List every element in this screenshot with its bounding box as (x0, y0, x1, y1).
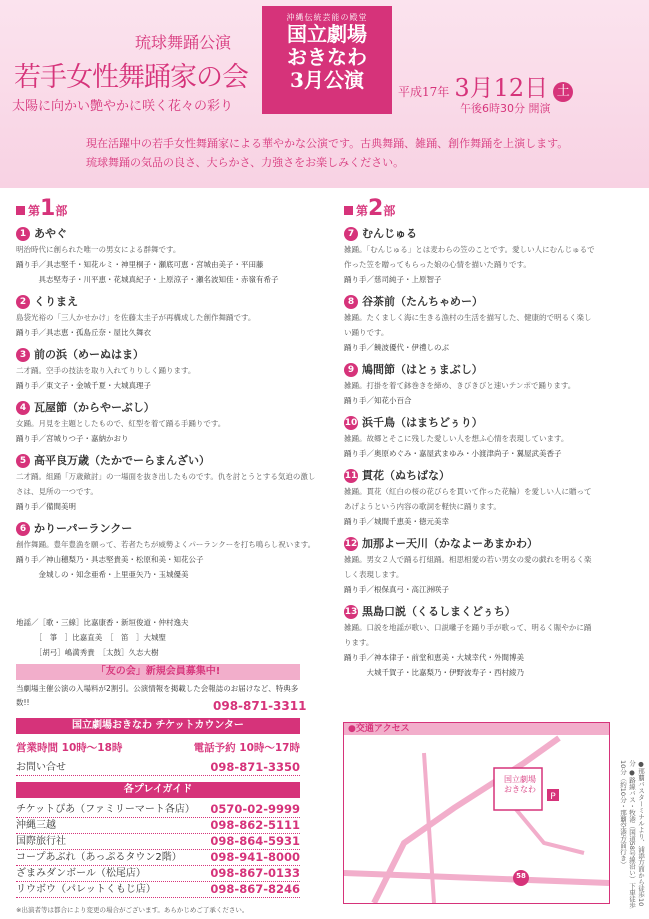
program-item (16, 225, 316, 287)
program-number-badge: 5 (16, 454, 30, 468)
program-item-title (344, 603, 644, 620)
playguide-phone: 098-941-8000 (210, 850, 300, 864)
program-item (344, 414, 644, 461)
program-number-badge: 7 (344, 227, 358, 241)
inquiry-phone: 098-871-3350 (210, 760, 300, 774)
part-1-suffix: 部 (55, 204, 68, 218)
program-item-title (344, 293, 644, 310)
date-era: 平成17年 (398, 85, 450, 99)
venue-line-1: 国立劇場 (287, 22, 367, 46)
playguide-name: 沖縄三越 (16, 820, 56, 831)
playguide-name: リウボウ（パレットくもじ店） (16, 884, 156, 895)
recruit-phone: 098-871-3311 (213, 699, 307, 713)
program-item (16, 520, 316, 582)
playguide-phone: 0570-02-9999 (210, 802, 300, 816)
playguide-title: 各プレイガイド (16, 782, 300, 798)
program-item (344, 361, 644, 408)
program-dancers: 踊り手／具志堅千・知花ルミ・神里桐子・瀬底可恵・宮城由美子・平田藤 具志堅寿子・川平恵・花城真紀子・上原涼子・瀬名波知佳・赤嶺有希子 (16, 260, 279, 284)
playguide-row (16, 850, 300, 866)
program-title-text: 谷茶前（たんちゃめー） (362, 295, 483, 308)
part-2-heading (344, 196, 395, 221)
route-58-label: 58 (516, 872, 526, 880)
program-item-title (16, 346, 316, 363)
ticket-reserve-hours: 電話予約 10時〜17時 (193, 742, 300, 754)
playguide-name: チケットぴあ（ファミリーマート各店） (16, 804, 195, 815)
program-dancers: 踊り手／慈司純子・上原智子 (344, 275, 442, 284)
program-item-title (344, 225, 644, 242)
disclaimer-note: ※出演者等は都合により変更の場合がございます。あらかじめご了承ください。 (16, 906, 249, 914)
part-1-heading (16, 196, 67, 221)
playguide-name: コープあぶれ（あっぷるタウン2階） (16, 852, 182, 863)
playguide-row (16, 818, 300, 834)
program-description: 二才踊。空手の技法を取り入れてりりしく踊ります。 (16, 366, 196, 375)
program-title-text: あやぐ (34, 227, 67, 240)
inquiry-label: お問い合せ (16, 762, 66, 773)
program-item (16, 452, 316, 514)
event-title: 若手女性舞踊家の会 (14, 62, 248, 93)
program-dancers: 踊り手／根保真弓・高江洲咲子 (344, 585, 449, 594)
header-banner (0, 0, 649, 188)
bullet-square-icon (16, 206, 25, 215)
program-dancers: 踊り手／知花小百合 (344, 396, 412, 405)
program-description: 雑踊。貫花（紅白の桜の花びらを貫いて作った花輪）を愛しい人に贈って あげようという内容の歌詞を軽快に踊ります。 (344, 487, 592, 511)
program-dancers: 踊り手／饒波優代・伊禮しのぶ (344, 343, 449, 352)
program-title-text: 鳩間節（はとぅまぶし） (362, 363, 483, 376)
program-item (16, 346, 316, 393)
program-dancers: 踊り手／城間千恵美・徳元美幸 (344, 517, 449, 526)
program-title-text: 加那よー天川（かなよーあまかわ） (362, 537, 538, 550)
recruit-title: 「友の会」新規会員募集中! (16, 664, 300, 680)
program-title-text: かりーパーランクー (34, 522, 133, 535)
playguide-name: 国際旅行社 (16, 836, 66, 847)
program-dancers: 踊り手／奥原めぐみ・嘉屋武まゆみ・小渡津尚子・翼屋武美香子 (344, 449, 562, 458)
program-description: 雑踊。打掛を着て鉢巻きを締め、きびきびと速いテンポで踊ります。 (344, 381, 576, 390)
event-subtitle: 太陽に向かい艶やかに咲く花々の彩り (12, 99, 234, 114)
program-item (344, 225, 644, 287)
program-title-text: 貫花（ぬちばな） (362, 469, 450, 482)
program-description: 雑踊。口説を地謡が歌い、口説囃子を踊り手が歌って、明るく賑やかに踊 ります。 (344, 623, 592, 647)
playguide-name: ざまみダンボール（松尾店） (16, 868, 146, 879)
program-title-text: 前の浜（めーぬはま） (34, 348, 144, 361)
date-day: 12日 (493, 74, 549, 102)
program-dancers: 踊り手／東文子・金城千夏・大城真理子 (16, 381, 151, 390)
program-number-badge: 11 (344, 471, 358, 481)
program-number-badge: 2 (16, 295, 30, 309)
program-item-title (344, 467, 644, 484)
part-1-number: 1 (40, 196, 56, 221)
program-item-title (344, 361, 644, 378)
program-dancers: 踊り手／宮城りつ子・嘉納かおり (16, 434, 129, 443)
venue-badge (262, 6, 392, 114)
program-title-text: 黒島口説（くるしまくどぅち） (362, 605, 516, 618)
start-time: 午後6時30分 開演 (460, 102, 551, 115)
playguide-row (16, 882, 300, 898)
program-item-title (16, 293, 316, 310)
program-description: 女踊。月見を主題としたもので、紅型を着て踊る手踊りです。 (16, 419, 226, 428)
program-number-badge: 4 (16, 401, 30, 415)
program-item-title (344, 535, 644, 552)
part-1-label: 第 (28, 204, 41, 218)
program-item (344, 535, 644, 597)
ticket-hours: 営業時間 10時〜18時 (16, 742, 123, 754)
part-2-suffix: 部 (383, 204, 396, 218)
program-title-text: くりまえ (34, 295, 78, 308)
playguide-phone: 098-867-8246 (210, 882, 300, 896)
ticket-hours-row (16, 740, 300, 755)
program-item-title (16, 520, 316, 537)
playguide-row (16, 866, 300, 882)
program-item-title (344, 414, 644, 431)
venue-tagline: 沖縄伝統芸能の殿堂 (286, 13, 368, 22)
program-number-badge: 10 (344, 418, 358, 428)
program-title-text: 浜千鳥（はまちどぅり） (362, 416, 483, 429)
svg-text:P: P (550, 792, 556, 802)
program-number-badge: 6 (16, 522, 30, 536)
playguide-phone: 098-867-0133 (210, 866, 300, 880)
program-item-title (16, 399, 316, 416)
intro-line-2: 琉球舞踊の気品の良さ、大らかさ、力強さをお楽しみください。 (86, 156, 405, 169)
program-item (344, 293, 644, 355)
program-description: 雑踊。たくましく海に生きる漁村の生活を描写した、健康的で明るく楽し い踊りです。 (344, 313, 592, 337)
map-drawing (344, 723, 609, 903)
date-month: 3月 (454, 74, 494, 102)
program-part-1 (16, 225, 316, 588)
venue-line-3: 3月公演 (290, 68, 364, 92)
program-number-badge: 8 (344, 295, 358, 309)
intro-line-1: 現在活躍中の若手女性舞踊家による華やかな公演です。古典舞踊、雑踊、創作舞踊を上演します。 (86, 137, 569, 150)
program-description: 明治時代に創られた唯一の男女による群舞です。 (16, 245, 181, 254)
playguide-row (16, 802, 300, 818)
program-dancers: 踊り手／神山穂梨乃・具志堅貴美・松原和美・知花公子 金城しの・知念亜希・上里亜矢乃・玉城優美 (16, 555, 204, 579)
program-item-title (16, 452, 316, 469)
access-map (343, 722, 610, 904)
recruit-text: 当劇場主催公演の入場料が2割引。公演情報を掲載した会報誌のお届けなど、特典多数!! (16, 684, 299, 707)
program-dancers: 踊り手／備間美明 (16, 502, 76, 511)
theater-label: 国立劇場 おきなわ (504, 775, 536, 794)
program-description: 雑踊。故郷とそこに残した愛しい人を想ふ心情を表現しています。 (344, 434, 569, 443)
program-number-badge: 9 (344, 363, 358, 377)
program-description: 創作舞踊。豊年豊漁を願って、若者たちが威勢よくパーランクーを打ち鳴らし祝います。 (16, 540, 316, 549)
program-part-2 (344, 225, 644, 686)
part-2-number: 2 (368, 196, 384, 221)
part-2-label: 第 (356, 204, 369, 218)
program-description: 雑踊。「むんじゅる」とは麦わらの笠のことです。愛しい人にむんじゅるで 作った笠を贈ってもらった娘の心情を描いた踊りです。 (344, 245, 595, 269)
ticket-counter-title: 国立劇場おきなわ チケットカウンター (16, 718, 300, 734)
program-title-text: 高平良万歳（たかでーらまんざい） (34, 454, 210, 467)
program-item (16, 293, 316, 340)
playguide-phone: 098-864-5931 (210, 834, 300, 848)
program-number-badge: 13 (344, 607, 358, 617)
program-title-text: 瓦屋節（からやーぶし） (34, 401, 155, 414)
program-item (344, 603, 644, 680)
program-number-badge: 12 (344, 539, 358, 549)
program-number-badge: 3 (16, 348, 30, 362)
playguide-phone: 098-862-5111 (210, 818, 300, 832)
map-title: ●交通アクセス (344, 723, 609, 735)
venue-line-2: おきなわ (287, 45, 367, 69)
program-description: 二才踊。組踊「万歳敵討」の一場面を抜き出したものです。仇を討とうとする気迫の激しさは、見所の一つです。 (16, 472, 316, 496)
program-dancers: 踊り手／神本律子・前堂和恵美・大城幸代・外間博美 大城千賀子・比嘉梨乃・伊野波寿子・西村綾乃 (344, 653, 524, 677)
program-description: 雑踊。男女２人で踊る打組踊。相思相愛の若い男女の愛の戯れを明るく楽 しく表現します。 (344, 555, 592, 579)
date-weekday: 土 (553, 82, 573, 102)
program-item-title (16, 225, 316, 242)
series-title: 琉球舞踊公演 (135, 33, 232, 52)
program-number-badge: 1 (16, 227, 30, 241)
inquiry-row (16, 760, 300, 776)
intro-text (86, 134, 568, 172)
program-description: 島袋光裕の「三人かせかけ」を佐藤太圭子が再構成した創作舞踊です。 (16, 313, 256, 322)
event-date (398, 68, 573, 103)
program-item (16, 399, 316, 446)
program-dancers: 踊り手／具志恵・孤島丘奈・屋比久舞衣 (16, 328, 151, 337)
access-directions: ●那覇バスターミナルより、浦添方面から徒歩10分 ●路線バス・牧港（国道58号線沿い）下車徒歩10分（約10分・那覇空港方面行き） (619, 760, 645, 909)
program-item (344, 467, 644, 529)
musicians-list: 地謡／［歌・三線］比嘉康香・新垣俊道・仲村逸夫 ［ 箏 ］比嘉直美 ［ 笛 ］大城聖 ［胡弓］嶋満秀貴 ［太鼓］久志大樹 (16, 618, 189, 657)
playguide-row (16, 834, 300, 850)
bullet-square-icon (344, 206, 353, 215)
program-title-text: むんじゅる (362, 227, 417, 240)
